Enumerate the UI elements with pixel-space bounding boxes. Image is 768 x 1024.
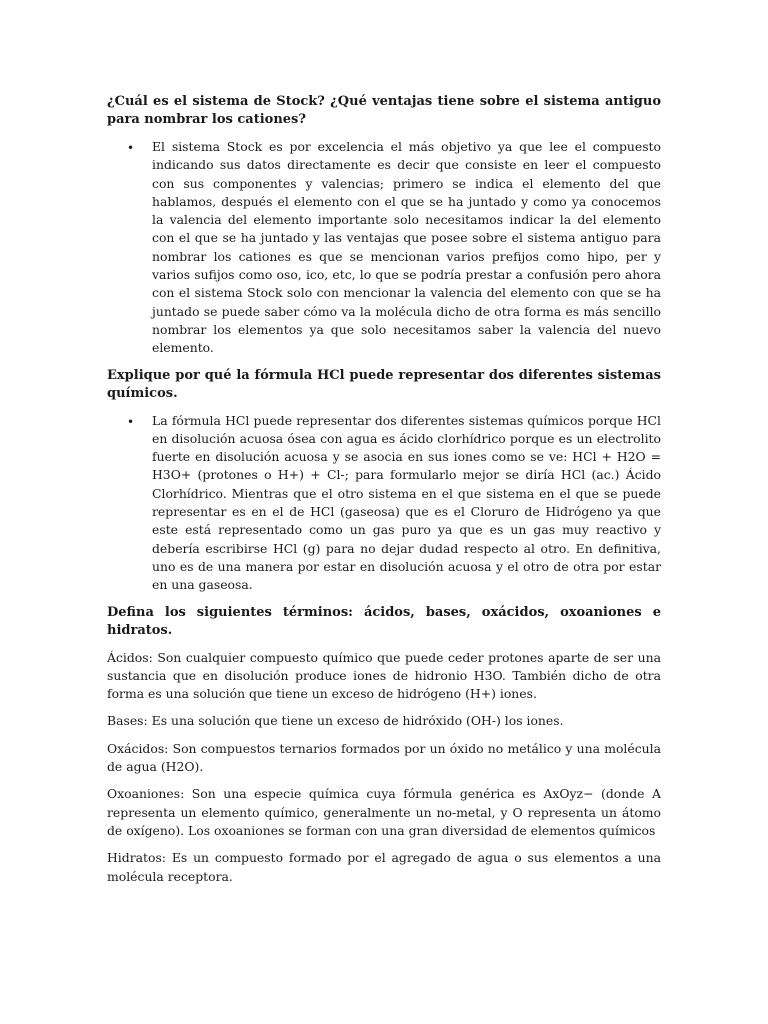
question-heading-hcl: Explique por qué la fórmula HCl puede representar dos diferentes sistemas químicos. xyxy=(107,367,661,401)
bullet-icon: • xyxy=(127,414,135,429)
definition-bases: Bases: Es una solución que tiene un exceso de hidróxido (OH-) los iones. xyxy=(107,713,564,729)
answer-text-stock: El sistema Stock es por excelencia el más objetivo ya que lee el compuesto indicando sus datos directamente es decir que consiste en leer el compuesto con sus componentes y valencias; primero se indica el elemento del que hablamos, después el elemento con el que se ha juntado y como ya conocemos la valencia del elemento importante solo necesitamos indicar la del elemento con el que se ha juntado y las ventajas que posee sobre el sistema antiguo para nombrar los cationes es que se mencionan varios prefijos como hipo, per y varios sufijos como oso, ico, etc, lo que se podría prestar a confusión pero ahora con el sistema Stock solo con mencionar la valencia del elemento con que se ha juntado se puede saber cómo va la molécula dicho de otra forma es más sencillo nombrar los elementos ya que solo necesitamos saber la valencia del nuevo elemento. xyxy=(152,139,661,356)
answer-bullet-stock xyxy=(107,138,661,358)
answer-text-hcl: La fórmula HCl puede representar dos diferentes sistemas químicos porque HCl en disolución acuosa ósea con agua es ácido clorhídrico porque es un electrolito fuerte en disolución acuosa y se asocia en sus iones como se ve: HCl + H2O = H3O+ (protones o H+) + Cl-; para formularlo mejor se diría HCl (ac.) Ácido Clorhídrico. Mientras que el otro sistema en el que sistema en el que se puede representar es en el de HCl (gaseosa) que es el Cloruro de Hidrógeno ya que este está representado como un gas puro ya que es un gas muy reactivo y debería escribirse HCl (g) para no dejar dudad respecto al otro. En definitiva, uno es de una manera por estar en disolución acuosa y el otro de otra por estar en una gaseosa. xyxy=(152,412,661,593)
answer-list-hcl xyxy=(107,412,661,595)
definition-hidratos: Hidratos: Es un compuesto formado por el agregado de agua o sus elementos a una molécula receptora. xyxy=(107,850,661,884)
document-page xyxy=(107,93,661,886)
definition-oxoaniones: Oxoaniones: Son una especie química cuya fórmula genérica es AxOyz− (donde A representa un elemento químico, generalmente un no-metal, y O representa un átomo de oxígeno). Los oxoaniones se forman con una gran diversidad de elementos químicos xyxy=(107,786,661,838)
question-heading-definitions: Defina los siguientes términos: ácidos, bases, oxácidos, oxoaniones e hidratos. xyxy=(107,604,661,638)
answer-list-stock xyxy=(107,138,661,358)
question-heading-stock: ¿Cuál es el sistema de Stock? ¿Qué ventajas tiene sobre el sistema antiguo para nombrar los cationes? xyxy=(107,94,661,127)
definition-acidos: Ácidos: Son cualquier compuesto químico que puede ceder protones aparte de ser una sustancia que en disolución produce iones de hidronio H3O. También dicho de otra forma es una solución que tiene un exceso de hidrógeno (H+) iones. xyxy=(107,649,661,702)
answer-bullet-hcl xyxy=(107,412,661,595)
definition-oxacidos: Oxácidos: Son compuestos ternarios formados por un óxido no metálico y una molécula de agua (H2O). xyxy=(107,740,661,775)
bullet-icon: • xyxy=(127,141,135,155)
